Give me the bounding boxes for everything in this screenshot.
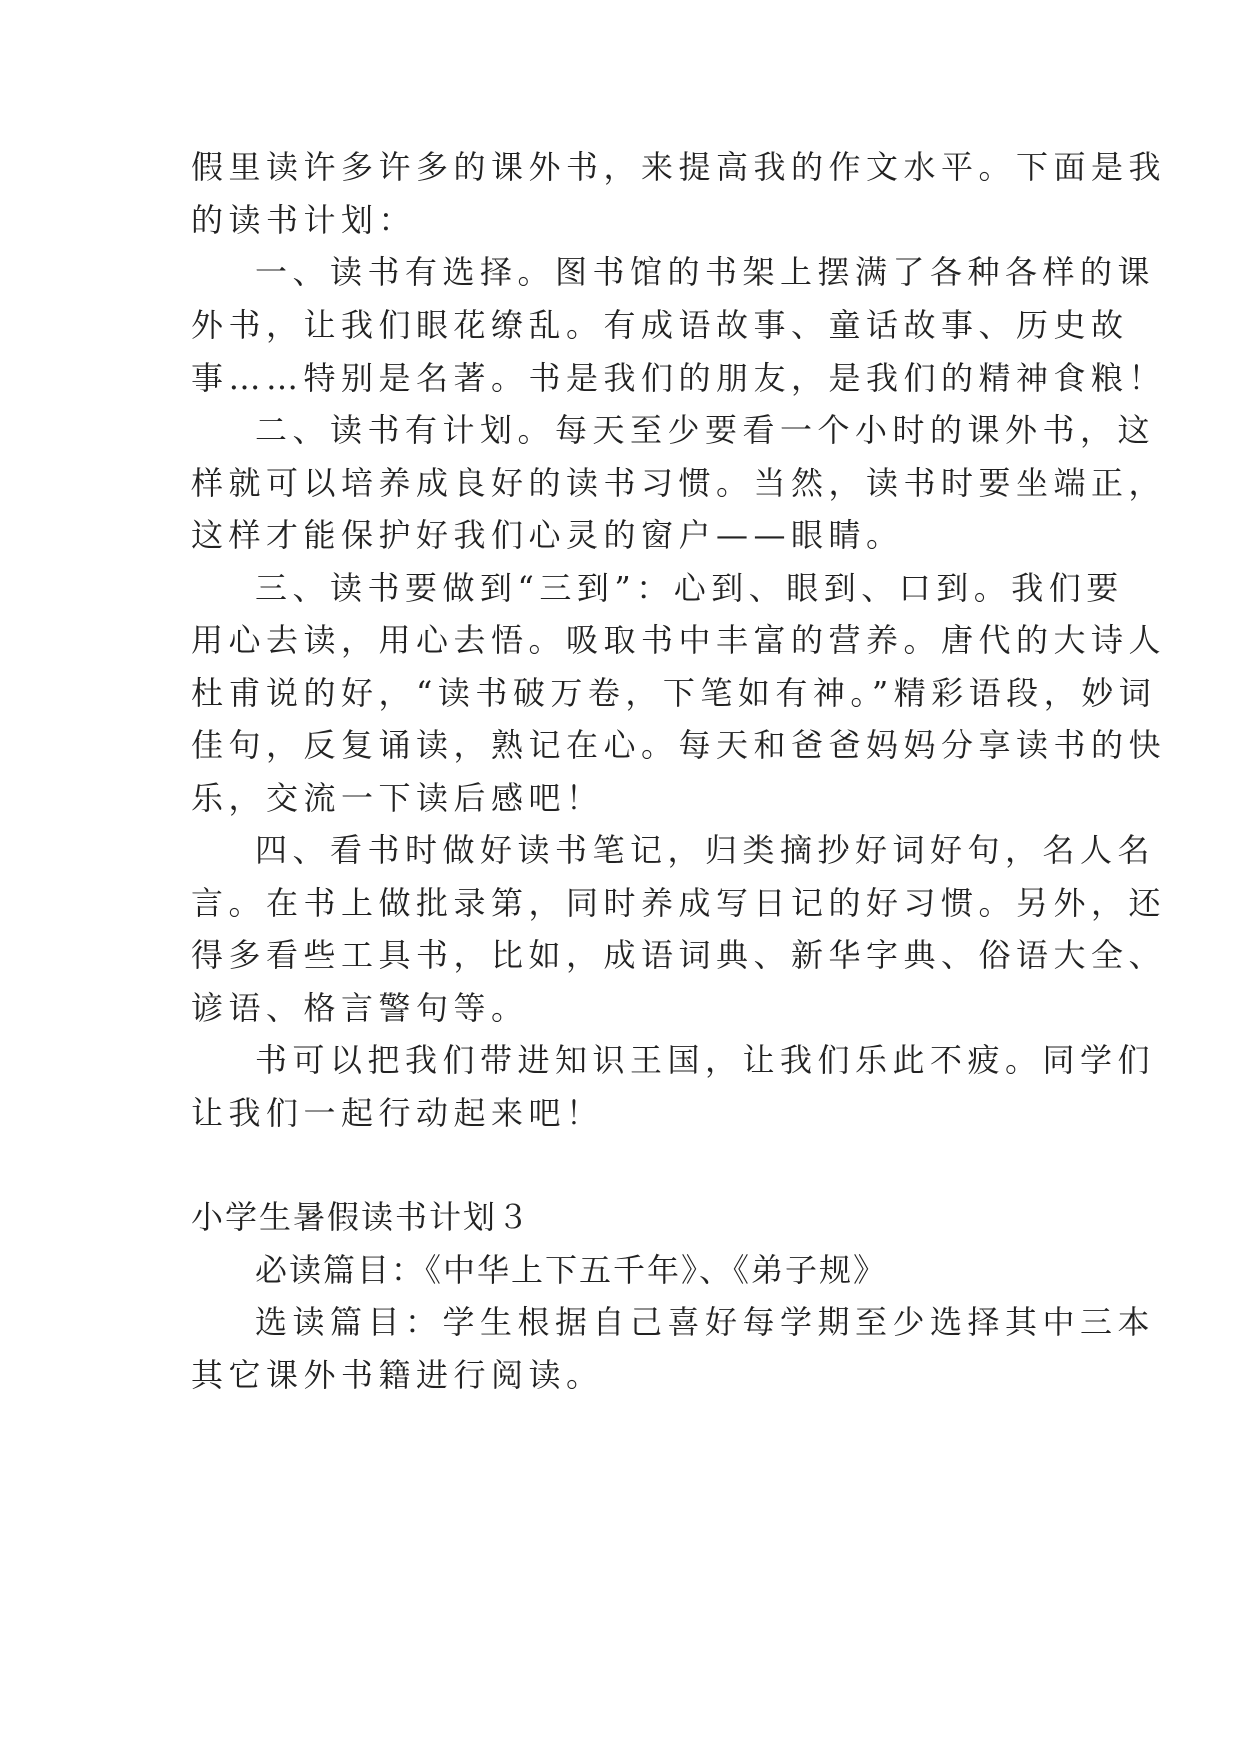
paragraph-line-22: 其它课外书籍进行阅读。	[191, 1356, 604, 1394]
paragraph-line-15: 言。在书上做批录第，同时养成写日记的好习惯。另外，还	[191, 884, 1167, 922]
paragraph-line-12: 佳句，反复诵读，熟记在心。每天和爸爸妈妈分享读书的快	[191, 726, 1167, 764]
paragraph-line-10: 用心去读，用心去悟。吸取书中丰富的营养。唐代的大诗人	[191, 621, 1167, 659]
paragraph-line-2: 的读书计划：	[191, 201, 417, 239]
paragraph-line-20: 必读篇目：《中华上下五千年》、《弟子规》	[255, 1251, 888, 1289]
paragraph-line-9: 三、读书要做到“三到”：心到、眼到、口到。我们要	[255, 569, 1124, 607]
paragraph-line-18: 书可以把我们带进知识王国，让我们乐此不疲。同学们	[255, 1041, 1156, 1079]
paragraph-line-13: 乐，交流一下读后感吧！	[191, 779, 604, 817]
paragraph-line-4: 外书，让我们眼花缭乱。有成语故事、童话故事、历史故	[191, 306, 1129, 344]
paragraph-line-17: 谚语、格言警句等。	[191, 989, 529, 1027]
paragraph-line-14: 四、看书时做好读书笔记，归类摘抄好词好句，名人名	[255, 831, 1156, 869]
section-heading: 小学生暑假读书计划３	[191, 1198, 532, 1236]
paragraph-line-7: 样就可以培养成良好的读书习惯。当然，读书时要坐端正，	[191, 464, 1167, 502]
paragraph-line-6: 二、读书有计划。每天至少要看一个小时的课外书，这	[255, 411, 1156, 449]
paragraph-line-5: 事……特别是名著。书是我们的朋友，是我们的精神食粮！	[191, 359, 1167, 397]
paragraph-line-11: 杜甫说的好，“读书破万卷，下笔如有神。”精彩语段，妙词	[191, 674, 1157, 712]
paragraph-line-19: 让我们一起行动起来吧！	[191, 1094, 604, 1132]
paragraph-line-16: 得多看些工具书，比如，成语词典、新华字典、俗语大全、	[191, 936, 1167, 974]
paragraph-line-3: 一、读书有选择。图书馆的书架上摆满了各种各样的课	[255, 253, 1156, 291]
paragraph-line-8: 这样才能保护好我们心灵的窗户——眼睛。	[191, 516, 904, 554]
paragraph-line-21: 选读篇目：学生根据自己喜好每学期至少选择其中三本	[255, 1303, 1156, 1341]
paragraph-line-1: 假里读许多许多的课外书，来提高我的作文水平。下面是我	[191, 148, 1167, 186]
